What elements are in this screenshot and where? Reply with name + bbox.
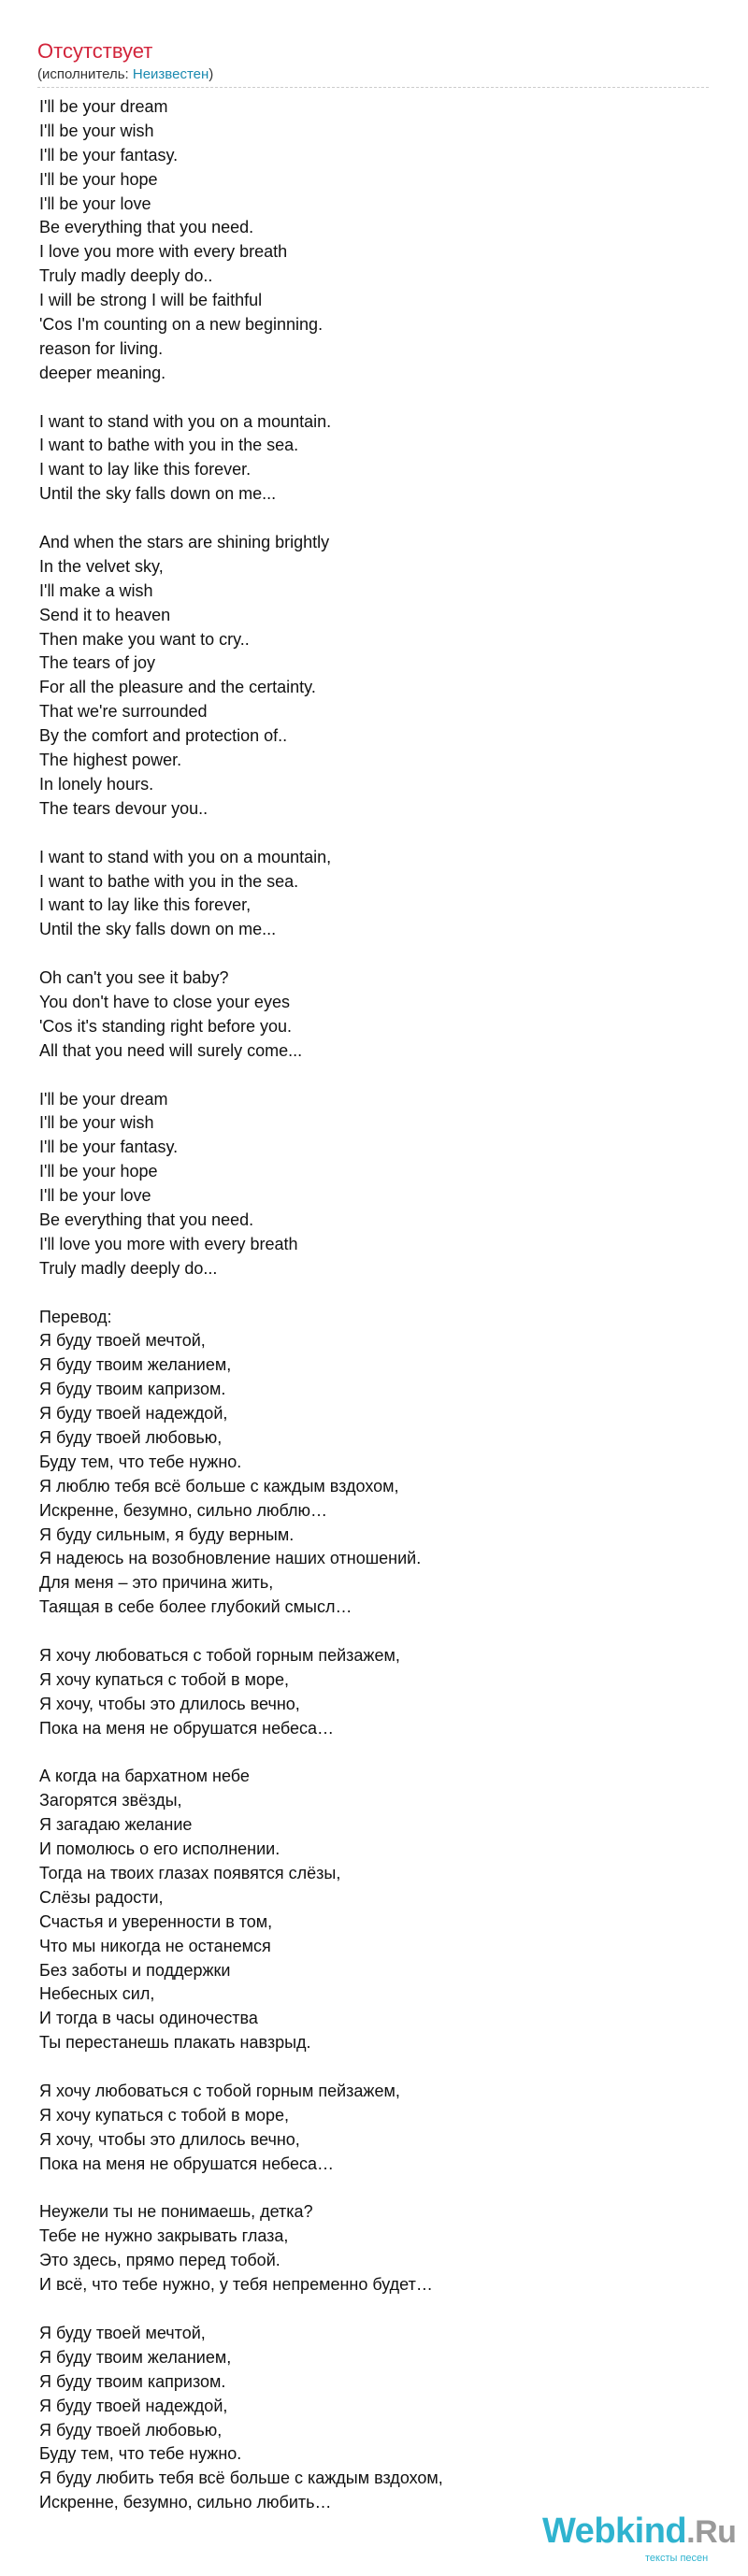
- performer-link[interactable]: Неизвестен: [132, 66, 209, 82]
- lyric-line: Send it to heaven: [39, 605, 171, 624]
- lyric-line: I'll be your fantasy.: [39, 1138, 179, 1157]
- lyric-line: Then make you want to cry..: [39, 629, 250, 649]
- lyric-line: Be everything that you need.: [39, 1209, 254, 1229]
- lyric-line: I'll be your love: [39, 193, 151, 213]
- lyrics-text: [39, 95, 703, 2515]
- stanza-break: [39, 1064, 703, 1088]
- lyric-line: Я загадаю желание: [39, 1815, 193, 1835]
- lyric-line: Я хочу любоваться с тобой горным пейзажем,: [39, 1646, 400, 1665]
- lyric-line: Это здесь, прямо перед тобой.: [39, 2251, 280, 2270]
- lyric-line: А когда на бархатном небе: [39, 1767, 250, 1786]
- lyric-line: Until the sky falls down on me...: [39, 920, 277, 939]
- lyric-line: Я буду твоим капризом.: [39, 1380, 226, 1399]
- lyric-line: Я хочу купаться с тобой в море,: [39, 1669, 290, 1689]
- lyric-line: That we're surrounded: [39, 702, 208, 722]
- lyric-line: Загорятся звёзды,: [39, 1791, 182, 1810]
- stanza-break: [39, 2055, 703, 2080]
- lyric-line: I'll make a wish: [39, 580, 153, 600]
- lyric-line: The highest power.: [39, 751, 182, 770]
- logo-brand-suffix: .Ru: [686, 2514, 737, 2550]
- stanza-break: [39, 1281, 703, 1306]
- lyric-line: The tears of joy: [39, 653, 156, 673]
- lyric-line: И всё, что тебе нужно, у тебя непременно будет…: [39, 2275, 433, 2295]
- performer-suffix: ): [209, 66, 214, 82]
- lyric-line: Ты перестанешь плакать навзрыд.: [39, 2033, 311, 2053]
- lyric-line: Я буду твоей мечтой,: [39, 1331, 206, 1351]
- lyric-line: The tears devour you..: [39, 798, 209, 818]
- lyric-line: I love you more with every breath: [39, 242, 288, 262]
- lyric-line: Until the sky falls down on me...: [39, 484, 277, 504]
- lyric-line: Я буду твоей надеждой,: [39, 1404, 228, 1424]
- lyric-line: Я буду твоей любовью,: [39, 2420, 223, 2440]
- logo-brand: [542, 2511, 736, 2553]
- lyric-line: Тебе не нужно закрывать глаза,: [39, 2226, 289, 2246]
- stanza-break: [39, 2177, 703, 2201]
- lyric-line: I want to bathe with you in the sea.: [39, 871, 299, 891]
- lyric-line: I want to lay like this forever.: [39, 460, 252, 479]
- lyric-line: Oh can't you see it baby?: [39, 968, 229, 988]
- lyric-line: Для меня – это причина жить,: [39, 1573, 274, 1593]
- title-divider: [37, 87, 709, 88]
- lyric-line: Я буду твоей надеждой,: [39, 2396, 228, 2415]
- lyric-line: Тогда на твоих глазах появятся слёзы,: [39, 1864, 341, 1883]
- stanza-break: [39, 386, 703, 410]
- stanza-break: [39, 1741, 703, 1766]
- lyric-line: 'Cos I'm counting on a new beginning.: [39, 315, 324, 335]
- lyric-line: 'Cos it's standing right before you.: [39, 1016, 293, 1036]
- lyric-line: Я надеюсь на возобновление наших отношений.: [39, 1549, 422, 1568]
- lyric-line: I want to bathe with you in the sea.: [39, 436, 299, 455]
- stanza-break: [39, 1620, 703, 1644]
- lyric-line: Буду тем, что тебе нужно.: [39, 2444, 242, 2464]
- lyric-line: I'll be your hope: [39, 169, 158, 189]
- lyric-line: I'll be your dream: [39, 1089, 168, 1109]
- stanza-break: [39, 942, 703, 966]
- lyric-line: Я хочу, чтобы это длилось вечно,: [39, 2129, 300, 2149]
- performer-prefix: (исполнитель:: [37, 66, 133, 82]
- lyric-line: I'll be your hope: [39, 1162, 158, 1181]
- lyric-line: Truly madly deeply do..: [39, 266, 213, 286]
- lyric-line: И тогда в часы одиночества: [39, 2009, 258, 2028]
- lyric-line: Be everything that you need.: [39, 218, 254, 237]
- lyric-line: Truly madly deeply do...: [39, 1258, 218, 1278]
- lyric-line: I want to stand with you on a mountain,: [39, 847, 332, 866]
- lyric-line: I want to stand with you on a mountain.: [39, 411, 332, 431]
- lyric-line: Небесных сил,: [39, 1984, 155, 2004]
- lyric-line: Неужели ты не понимаешь, детка?: [39, 2202, 313, 2222]
- lyric-line: Я буду твоей любовью,: [39, 1427, 223, 1447]
- lyric-line: Я буду твоей мечтой,: [39, 2323, 206, 2342]
- lyric-line: And when the stars are shining brightly: [39, 533, 330, 552]
- lyric-line: Я буду твоим желанием,: [39, 2347, 232, 2367]
- lyric-line: I'll love you more with every breath: [39, 1234, 298, 1253]
- lyric-line: Я хочу, чтобы это длилось вечно,: [39, 1694, 300, 1713]
- lyric-line: Я хочу купаться с тобой в море,: [39, 2105, 290, 2125]
- lyric-line: I'll be your wish: [39, 1113, 154, 1133]
- lyric-line: I will be strong I will be faithful: [39, 291, 263, 310]
- lyric-line: I'll be your dream: [39, 97, 168, 116]
- lyric-line: Счастья и уверенности в том,: [39, 1911, 273, 1931]
- performer-line: [37, 65, 213, 84]
- lyric-line: In lonely hours.: [39, 774, 154, 794]
- lyric-line: Буду тем, что тебе нужно.: [39, 1452, 242, 1471]
- lyric-line: For all the pleasure and the certainty.: [39, 678, 316, 697]
- stanza-break: [39, 822, 703, 846]
- logo-brand-name: Webkind: [542, 2512, 687, 2551]
- lyric-line: Я буду твоим капризом.: [39, 2371, 226, 2391]
- lyric-line: Я люблю тебя всё больше с каждым вздохом,: [39, 1476, 399, 1496]
- lyric-line: Пока на меня не обрушатся небеса…: [39, 1718, 335, 1738]
- lyric-line: I'll be your fantasy.: [39, 145, 179, 165]
- lyric-line: Я буду любить тебя всё больше с каждым вздохом,: [39, 2469, 443, 2488]
- lyric-line: Я буду сильным, я буду верным.: [39, 1524, 295, 1544]
- webkind-logo[interactable]: [542, 2511, 737, 2567]
- stanza-break: [39, 2297, 703, 2322]
- lyric-line: Без заботы и поддержки: [39, 1960, 231, 1980]
- lyric-line: Перевод:: [39, 1307, 112, 1326]
- logo-tagline: тексты песен: [645, 2553, 709, 2564]
- lyric-line: Пока на меня не обрушатся небеса…: [39, 2154, 335, 2173]
- lyric-line: Слёзы радости,: [39, 1887, 164, 1907]
- lyric-line: Искренне, безумно, сильно любить…: [39, 2493, 332, 2512]
- lyric-line: I want to lay like this forever,: [39, 895, 252, 915]
- lyric-line: All that you need will surely come...: [39, 1040, 303, 1060]
- lyric-line: In the velvet sky,: [39, 556, 164, 576]
- lyric-line: Таящая в себе более глубокий смысл…: [39, 1597, 352, 1617]
- lyric-line: deeper meaning.: [39, 363, 166, 382]
- lyric-line: By the comfort and protection of..: [39, 726, 288, 746]
- lyric-line: I'll be your love: [39, 1186, 151, 1206]
- lyric-line: You don't have to close your eyes: [39, 992, 290, 1011]
- lyric-line: Я хочу любоваться с тобой горным пейзажем,: [39, 2082, 400, 2101]
- lyric-line: I'll be your wish: [39, 121, 154, 140]
- lyric-line: И помолюсь о его исполнении.: [39, 1839, 280, 1859]
- lyric-line: Искренне, безумно, сильно люблю…: [39, 1500, 328, 1520]
- lyric-line: Что мы никогда не останемся: [39, 1936, 271, 1955]
- song-title: Отсутствует: [37, 39, 153, 63]
- lyric-line: reason for living.: [39, 338, 164, 358]
- stanza-break: [39, 507, 703, 531]
- lyric-line: Я буду твоим желанием,: [39, 1355, 232, 1375]
